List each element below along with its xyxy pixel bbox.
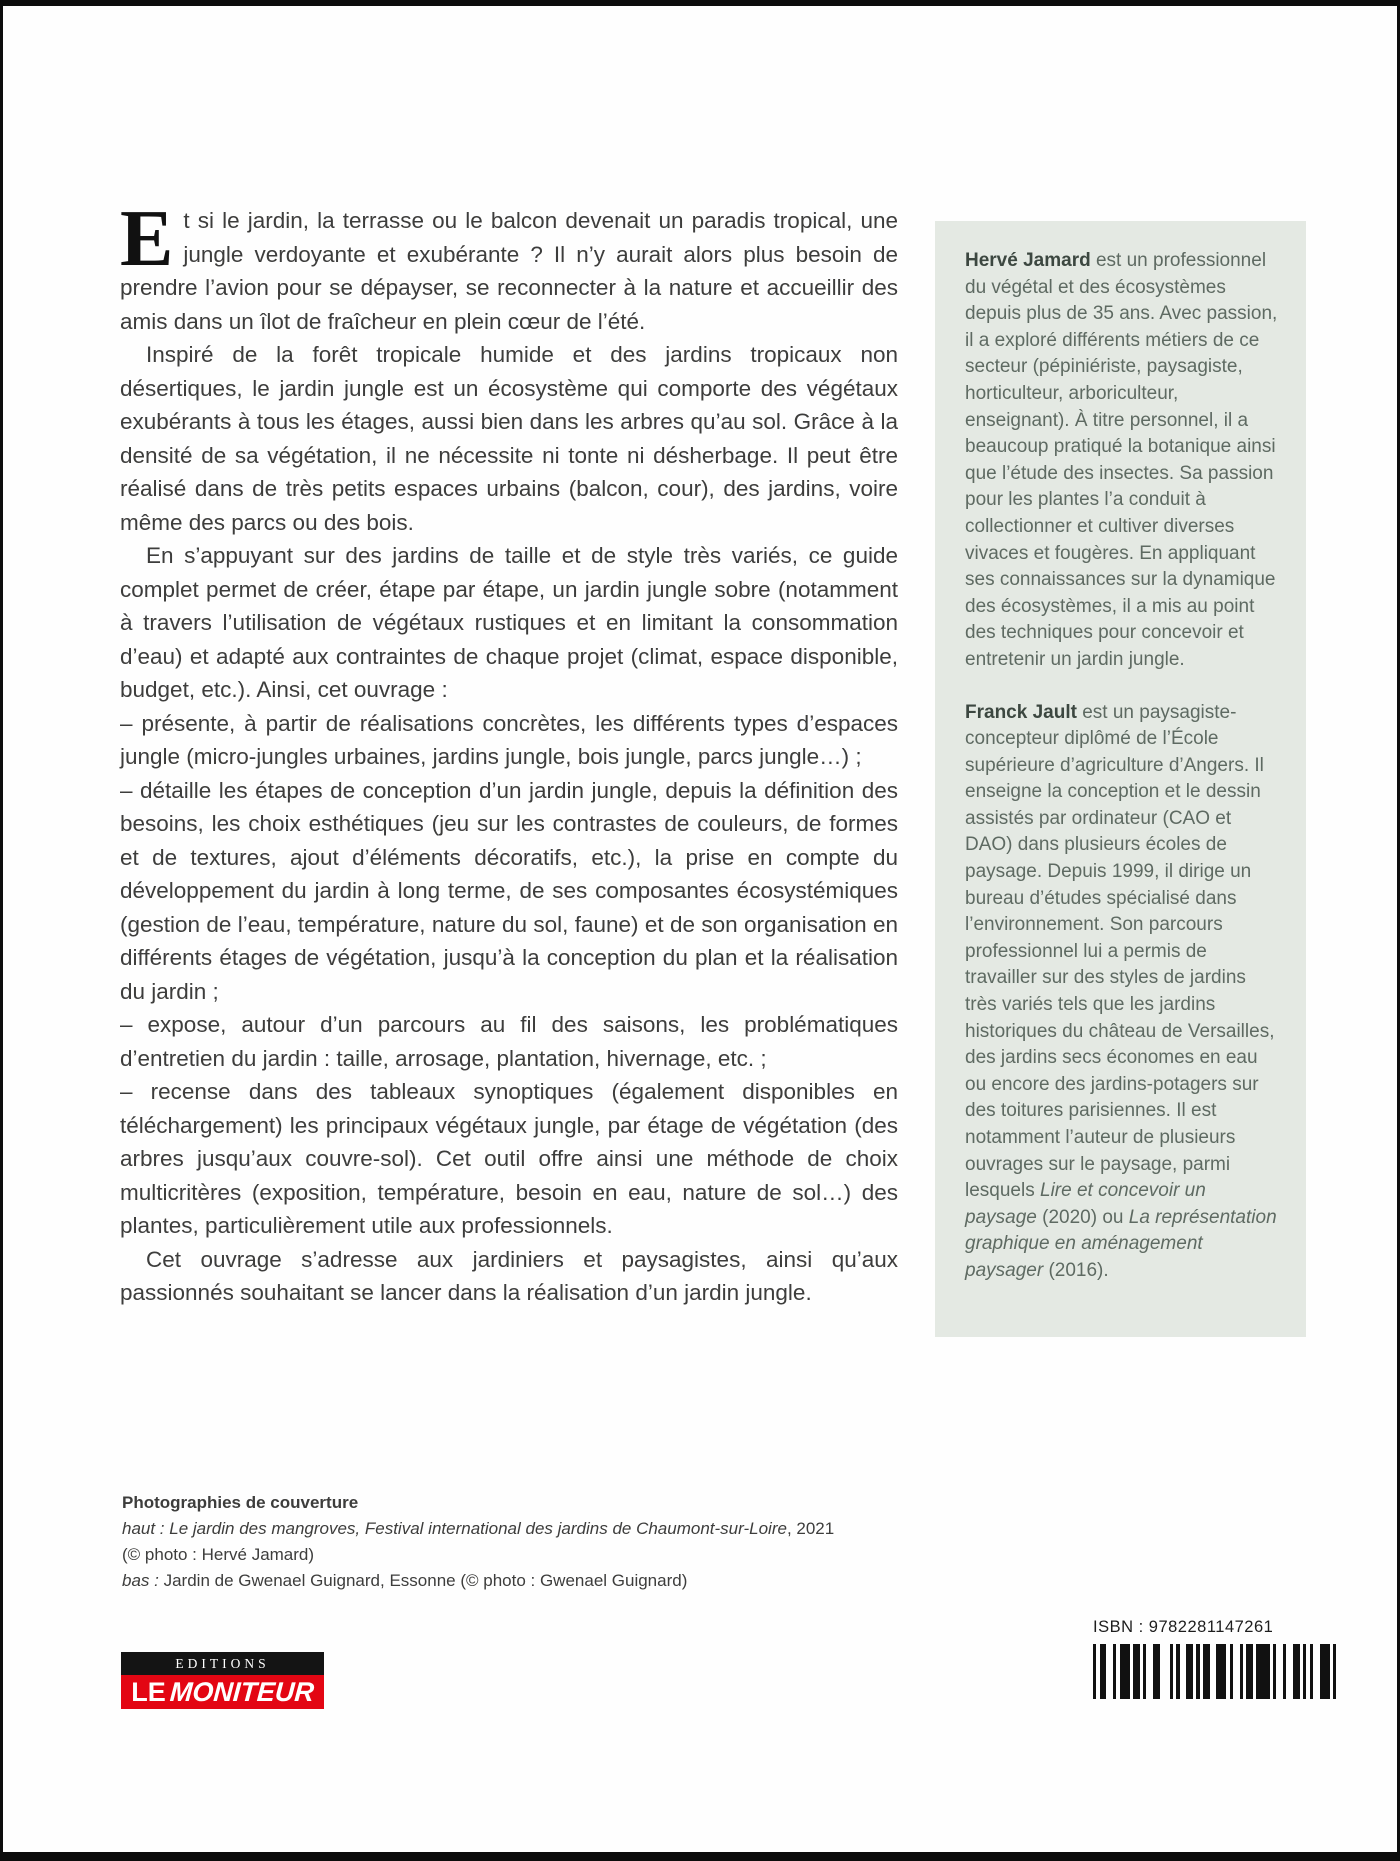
bio-herve-jamard — [965, 248, 1279, 674]
barcode-bar — [1313, 1644, 1320, 1699]
barcode-bar — [1256, 1644, 1269, 1699]
barcode-bar — [1210, 1644, 1217, 1699]
barcode-bar — [1120, 1644, 1130, 1699]
barcode-bar — [1293, 1644, 1300, 1699]
bullet-expose: – expose, autour d’un parcours au fil des saisons, les problématiques d’entretien du jardin : taille, arrosage, plantation, hivernage, etc. ; — [120, 1012, 898, 1071]
isbn-block — [1093, 1618, 1343, 1699]
credit-year-top-photo: , 2021 — [786, 1519, 835, 1538]
barcode-bar — [1180, 1644, 1187, 1699]
bio-franck-jault-text2: (2020) ou — [1036, 1206, 1129, 1228]
back-cover-blurb — [120, 195, 898, 1310]
publisher-logo-name-band — [121, 1675, 324, 1709]
barcode-bar — [1336, 1644, 1339, 1699]
bio-franck-jault-text1: est un paysagiste-concepteur diplômé de l’École supérieure d’agriculture d’Angers. Il enseigne la conception et le dessin assistés par ordinateur (CAO et DAO) dans plusieurs écoles de paysage. Depuis 1999, il dirige un bureau d’études spécialisé dans l’environnement. Son parcours professionnel lui a permis de travailler sur des styles de jardins très variés tels que les jardins historiques du château de Versailles, des jardins secs économes en eau ou encore des jardins-potagers sur des toitures parisiennes. Il est notamment l’auteur de plusieurs ouvrages sur le paysage, parmi lesquels — [965, 701, 1275, 1202]
bullet-presente: – présente, à partir de réalisations concrètes, les différents types d’espaces jungle (micro-jungles urbaines, jardins jungle, bois jungle, parcs jungle…) ; — [120, 710, 898, 769]
intro-paragraph-text: t si le jardin, la terrasse ou le balcon devenait un paradis tropical, une jungle verdoyante et exubérante ? Il n’y aurait alors plus besoin de prendre l’avion pour se dépayser, se reconnecter à la nature et accueillir des amis dans un îlot de fraîcheur en plein cœur de l’été. — [120, 208, 898, 334]
paragraph-inspiration: Inspiré de la forêt tropicale humide et des jardins tropicaux non désertiques, le jardin jungle est un écosystème qui comporte des végétaux exubérants à tous les étages, aussi bien dans les arbres qu’au sol. Grâce à la densité de sa végétation, il ne nécessite ni tonte ni désherbage. Il peut être réalisé dans de très petits espaces urbains (balcon, cour), des jardins, voire même des parcs ou des bois. — [120, 342, 898, 535]
book-title-lire-et-concevoir: Lire et concevoir un paysage — [965, 1180, 1206, 1228]
credit-text-bottom-photo: Jardin de Gwenael Guignard, Essonne (© photo : Gwenael Guignard) — [163, 1571, 688, 1590]
barcode-bar — [1106, 1644, 1113, 1699]
credits-heading: Photographies de couverture — [122, 1493, 359, 1512]
barcode-bar — [1203, 1644, 1210, 1699]
paragraph-guide: En s’appuyant sur des jardins de taille et de style très variés, ce guide complet permet de créer, étape par étape, un jardin jungle sobre (notamment à travers l’utilisation de végétaux rustiques et en limitant la consommation d’eau) et adapté aux contraintes de chaque projet (climat, espace disponible, budget, etc.). Ainsi, cet ouvrage : — [120, 543, 898, 702]
barcode-bar — [1320, 1644, 1330, 1699]
bio-franck-jault-text3: (2016). — [1043, 1259, 1109, 1281]
publisher-logo-editions-band: EDITIONS — [121, 1652, 324, 1675]
paragraph-audience: Cet ouvrage s’adresse aux jardiniers et paysagistes, ainsi qu’aux passionnés souhaitant se lancer dans la réalisation d’un jardin jungle. — [120, 1246, 898, 1305]
credit-label-haut: haut : — [122, 1519, 170, 1538]
barcode-bar — [1146, 1644, 1153, 1699]
bullet-detaille: – détaille les étapes de conception d’un jardin jungle, depuis la définition des besoins, les choix esthétiques (jeu sur les contrastes de couleurs, de formes et de textures, ajout d’éléments décoratifs, etc.), la prise en compte du développement du jardin à long terme, de ses composantes écosystémiques (gestion de l’eau, température, nature du sol, faune) et de son organisation en différents étages de végétation, jusqu’à la conception du plan et la réalisation du jardin ; — [120, 777, 898, 1004]
book-title-representation-graphique: La représentation graphique en aménagement paysager — [965, 1206, 1277, 1281]
isbn-number: ISBN : 9782281147261 — [1093, 1618, 1274, 1636]
barcode-bar — [1100, 1644, 1107, 1699]
barcode-bar — [1133, 1644, 1140, 1699]
author-name-herve-jamard: Hervé Jamard — [965, 250, 1091, 271]
barcode-bar — [1276, 1644, 1283, 1699]
credit-title-top-photo: Le jardin des mangroves, Festival international des jardins de Chaumont-sur-Loire — [169, 1519, 787, 1538]
publisher-logo-le-moniteur — [121, 1652, 324, 1709]
bio-franck-jault — [965, 700, 1279, 1285]
barcode-bar — [1153, 1644, 1160, 1699]
barcode-bar — [1233, 1644, 1240, 1699]
publisher-logo-moniteur: MONITEUR — [168, 1676, 315, 1707]
barcode-bar — [1186, 1644, 1193, 1699]
credit-line-top-photo — [122, 1516, 842, 1542]
credit-label-bas: bas : — [122, 1571, 164, 1590]
barcode — [1093, 1644, 1340, 1699]
bio-herve-jamard-text: est un professionnel du végétal et des écosystèmes depuis plus de 35 ans. Avec passion, il a exploré différents métiers de ce secteur (pépiniériste, paysagiste, horticulteur, arboriculteur, enseignant). À titre personnel, il a beaucoup pratiqué la botanique ainsi que l’étude des insectes. Sa passion pour les plantes l’a conduit à collectionner et cultiver diverses vivaces et fougères. En appliquant ses connaissances sur la dynamique des écosystèmes, il a mis au point des techniques pour concevoir et entretenir un jardin jungle. — [965, 250, 1278, 670]
barcode-bar — [1286, 1644, 1293, 1699]
barcode-bar — [1160, 1644, 1170, 1699]
author-name-franck-jault: Franck Jault — [965, 701, 1077, 723]
barcode-bar — [1246, 1644, 1253, 1699]
publisher-logo-le: LE — [131, 1676, 166, 1707]
intro-paragraph — [120, 195, 898, 338]
bullet-recense: – recense dans des tableaux synoptiques (également disponibles en téléchargement) les principaux végétaux jungle, par étage de végétation (des arbres jusqu’aux couvre-sol). Cet outil offre ainsi une méthode de choix multicritères (exposition, température, besoin en eau, nature de sol…) des plantes, particulièrement utile aux professionnels. — [120, 1079, 898, 1238]
barcode-bar — [1216, 1644, 1226, 1699]
credit-line-bottom-photo — [122, 1568, 842, 1594]
cover-photo-credits — [122, 1490, 842, 1594]
author-bio-box — [935, 221, 1306, 1337]
credit-line-top-copyright: (© photo : Hervé Jamard) — [122, 1545, 315, 1564]
drop-cap: E — [120, 195, 174, 283]
